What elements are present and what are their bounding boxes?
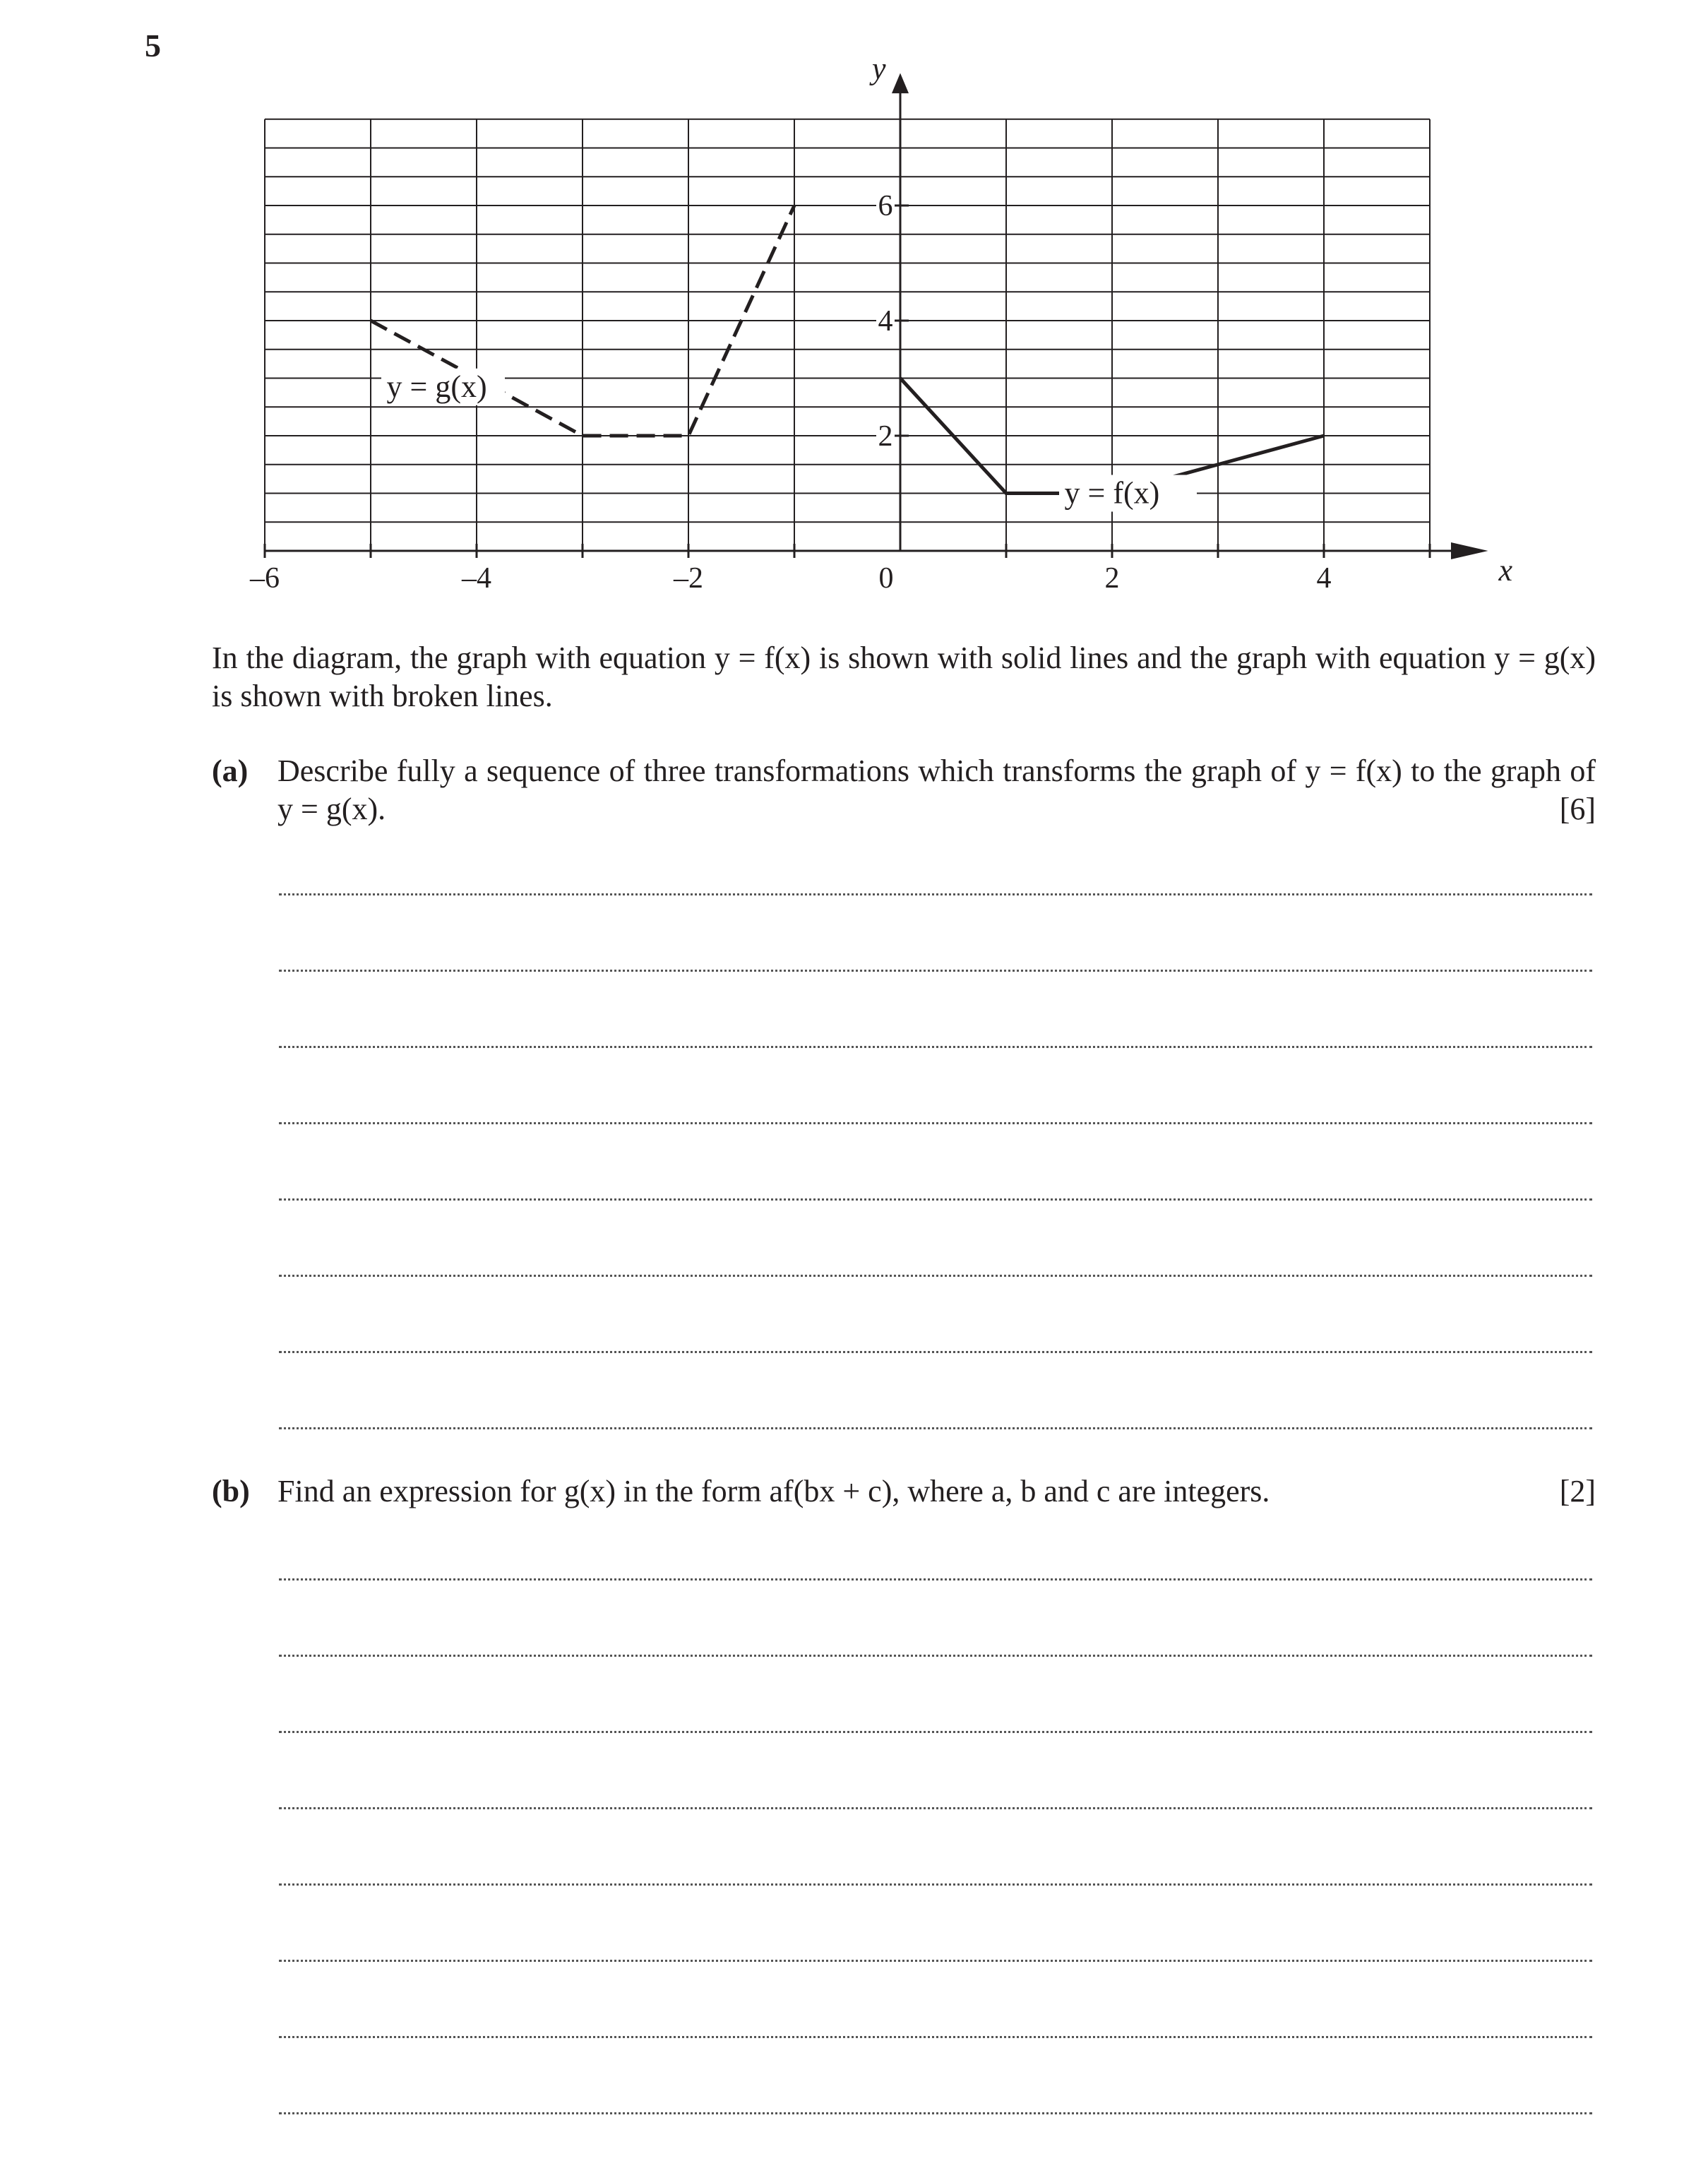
y-axis-arrow-icon — [892, 73, 909, 94]
part-a-answer-line-8[interactable] — [279, 1427, 1592, 1429]
intro-text: In the diagram, the graph with equation y = f(x) is shown with solid lines and the graph with equation y = g(x) is shown with broken lines. — [212, 641, 1596, 713]
part-b-answer-line-5[interactable] — [279, 1883, 1592, 1886]
part-a-answer-line-2[interactable] — [279, 970, 1592, 972]
part-a-answer-line-6[interactable] — [279, 1275, 1592, 1277]
x-tick-label: –2 — [674, 562, 703, 595]
x-tick-label: 2 — [1104, 562, 1120, 595]
part-b-answer-line-6[interactable] — [279, 1960, 1592, 1962]
part-a-answer-line-1[interactable] — [279, 893, 1592, 895]
y-tick-label: 4 — [878, 305, 893, 338]
series-label-f: y = f(x) — [1064, 475, 1160, 511]
transformation-graph — [0, 0, 1708, 621]
part-a-answer-line-4[interactable] — [279, 1122, 1592, 1124]
part-a-label: (a) — [212, 754, 249, 788]
series-label-g: y = g(x) — [386, 369, 487, 404]
part-b-answer-line-3[interactable] — [279, 1731, 1592, 1733]
part-b-answer-line-7[interactable] — [279, 2036, 1592, 2038]
part-a-marks: [6] — [1559, 792, 1596, 826]
y-axis-label: y — [872, 51, 886, 86]
x-tick-label: 0 — [878, 562, 894, 595]
grid — [265, 119, 1430, 551]
part-a-text: Describe fully a sequence of three transformations which transforms the graph of y = f(x) to the graph of y = g(x). — [277, 754, 1596, 826]
part-b-label: (b) — [212, 1474, 250, 1508]
part-b-text: Find an expression for g(x) in the form af(bx + c), where a, b and c are integers. — [277, 1474, 1270, 1508]
x-tick-label: –4 — [462, 562, 491, 595]
y-tick-label: 2 — [878, 420, 893, 453]
x-tick-label: 4 — [1316, 562, 1332, 595]
part-a-answer-line-5[interactable] — [279, 1198, 1592, 1201]
y-tick-label: 6 — [878, 190, 893, 222]
part-b-marks: [2] — [1559, 1474, 1596, 1508]
question-number: 5 — [145, 28, 161, 64]
part-b-answer-line-8[interactable] — [279, 2112, 1592, 2114]
x-tick-label: –6 — [250, 562, 280, 595]
part-b-answer-line-4[interactable] — [279, 1807, 1592, 1809]
part-b-answer-line-1[interactable] — [279, 1578, 1592, 1580]
part-a-answer-line-7[interactable] — [279, 1351, 1592, 1353]
x-axis-label: x — [1498, 553, 1513, 588]
x-axis-arrow-icon — [1451, 542, 1488, 559]
part-a-answer-line-3[interactable] — [279, 1046, 1592, 1048]
part-b-answer-line-2[interactable] — [279, 1655, 1592, 1657]
